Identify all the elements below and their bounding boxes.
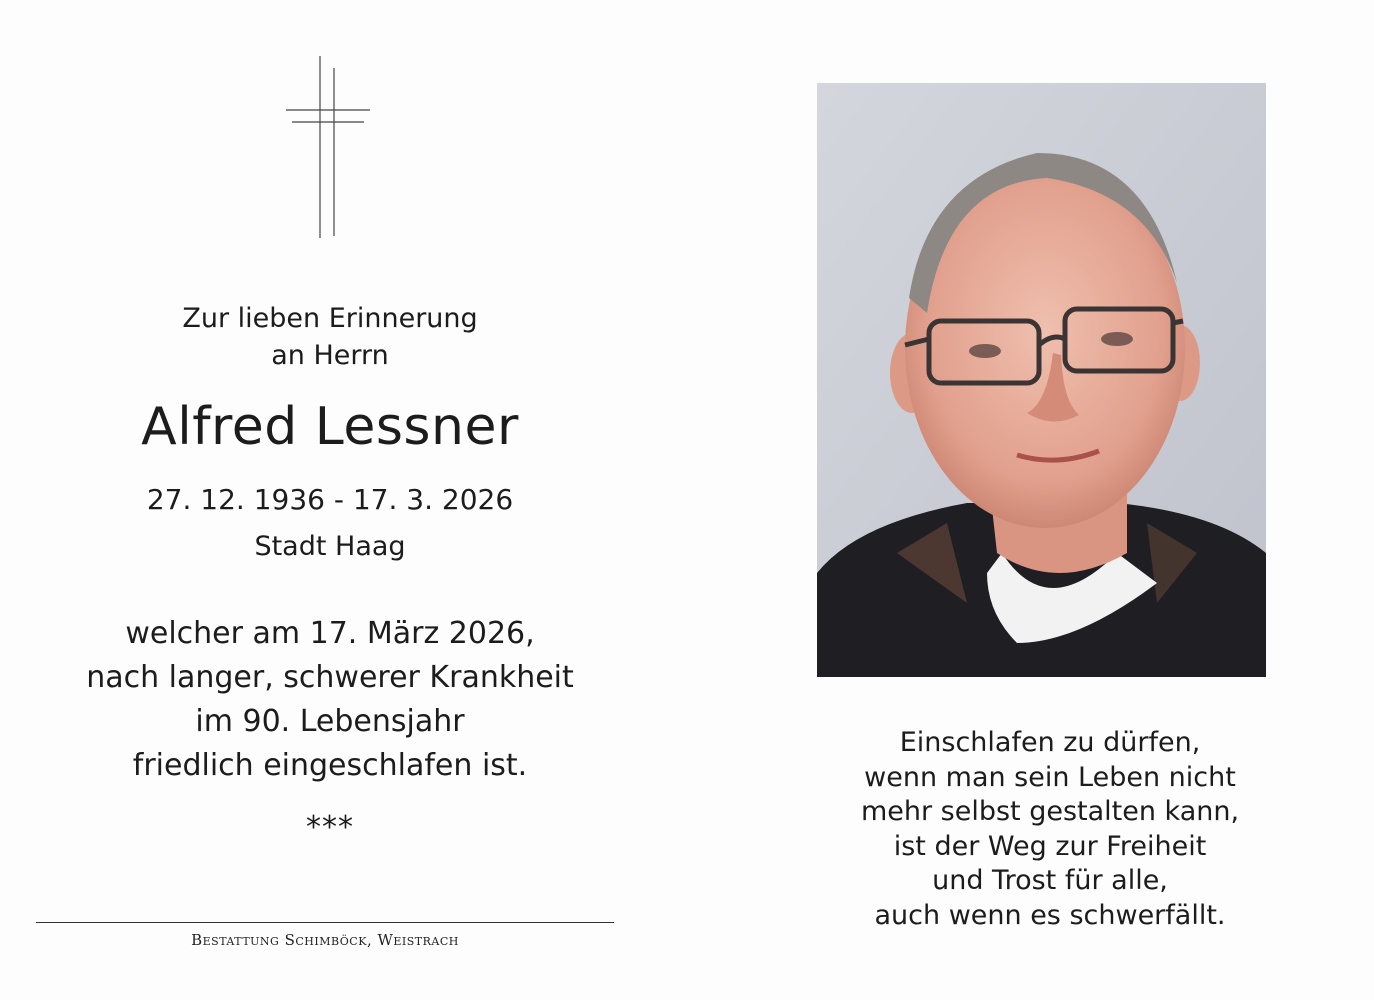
- portrait-photo: [817, 83, 1266, 677]
- quote-line: ist der Weg zur Freiheit: [893, 830, 1207, 862]
- quote-line: Einschlafen zu dürfen,: [899, 727, 1201, 758]
- left-panel: [0, 0, 660, 1000]
- quote-line: und Trost für alle,: [932, 865, 1168, 896]
- memorial-quote: [830, 726, 1270, 933]
- quote-line: mehr selbst gestalten kann,: [860, 796, 1240, 827]
- intro-line: an Herrn: [271, 340, 389, 371]
- asterisks-divider: ***: [306, 810, 354, 845]
- passing-line: friedlich eingeschlafen ist.: [132, 748, 528, 783]
- portrait-illustration: [817, 83, 1266, 677]
- quote-line: auch wenn es schwerfällt.: [874, 899, 1226, 931]
- quote-line: wenn man sein Leben nicht: [864, 761, 1236, 793]
- intro-line: Zur lieben Erinnerung: [182, 303, 478, 334]
- passing-line: im 90. Lebensjahr: [195, 704, 465, 739]
- undertaker-name: Bestattung Schimböck, Weistrach: [191, 931, 459, 949]
- passing-line: welcher am 17. März 2026,: [125, 616, 535, 651]
- life-dates: 27. 12. 1936 - 17. 3. 2026: [146, 483, 514, 516]
- cross-icon: [286, 56, 370, 238]
- intro-text: [10, 300, 650, 374]
- place-of-residence: Stadt Haag: [254, 531, 406, 562]
- deceased-name: Alfred Lessner: [141, 397, 519, 457]
- footer-divider: [36, 922, 614, 923]
- passing-text: [10, 612, 650, 788]
- passing-line: nach langer, schwerer Krankheit: [86, 660, 574, 695]
